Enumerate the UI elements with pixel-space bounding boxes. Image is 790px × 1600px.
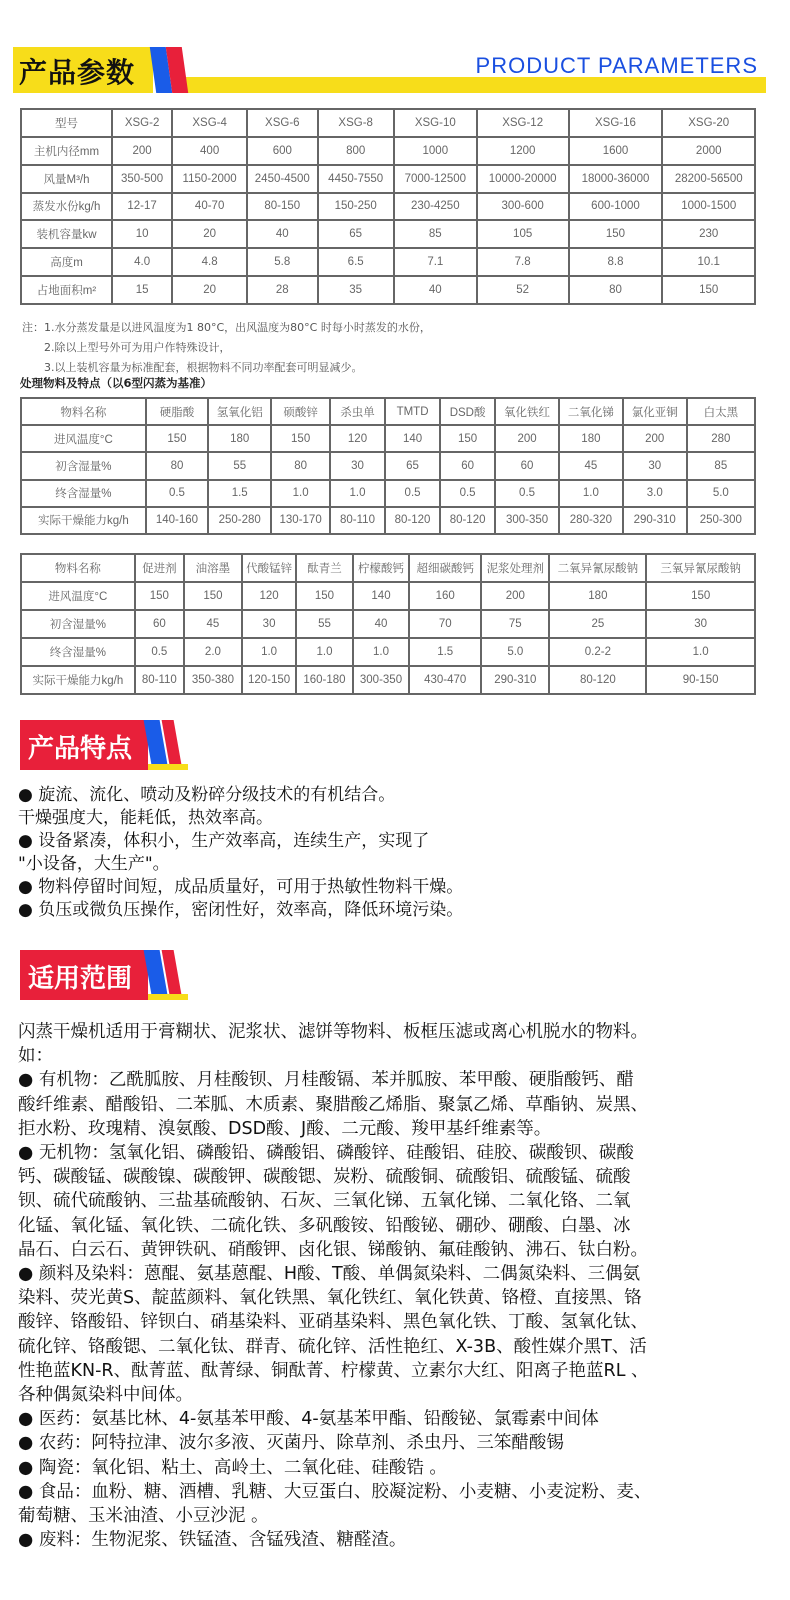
table-cell: 280	[687, 425, 755, 452]
table-cell: 60	[440, 452, 495, 479]
table-row	[21, 610, 755, 638]
note-line: 3.以上装机容量为标准配套，根据物料不同功率配套可明显减少。	[44, 361, 363, 374]
table-cell: 70	[409, 610, 481, 638]
table-cell: 进风温度°C	[21, 582, 135, 610]
table-cell: 1.0	[353, 638, 410, 666]
table-header-row	[21, 109, 755, 137]
features-title: 产品特点	[28, 734, 133, 764]
section-subtitle: PRODUCT PARAMETERS	[475, 53, 758, 78]
text-line: 染料、荧光黄S、靛蓝颜料、氧化铁黑、氧化铁红、氧化铁黄、铬橙、直接黑、铬	[18, 1288, 642, 1309]
text-line: 钡、硫代硫酸钠、三盐基硫酸钠、石灰、三氧化锑、五氧化锑、二氧化铬、二氧	[18, 1191, 631, 1212]
table-cell: 25	[549, 610, 646, 638]
table-cell: 150	[146, 425, 208, 452]
text-line: ● 物料停留时间短，成品质量好，可用于热敏性物料干燥。	[18, 877, 464, 897]
table-cell: 600-1000	[569, 193, 663, 221]
table-cell: 85	[394, 220, 477, 248]
table-cell: 进风温度°C	[21, 425, 146, 452]
table-cell: 6.5	[318, 248, 394, 276]
table-cell: 硕酸锌	[271, 398, 330, 425]
table-cell: 150	[271, 425, 330, 452]
table-cell: 4.8	[172, 248, 247, 276]
table-cell: 180	[549, 582, 646, 610]
table-cell: 油溶墨	[184, 554, 242, 582]
text-line: ● 颜料及染料：蒽醌、氨基蒽醌、H酸、T酸、单偶氮染料、二偶氮染料、三偶氨	[18, 1264, 641, 1285]
table-cell: 140	[385, 425, 440, 452]
spec-table	[20, 108, 756, 305]
table-cell: 40	[353, 610, 410, 638]
table-cell: 300-350	[353, 666, 410, 694]
text-line: ● 食品：血粉、糖、酒槽、乳糖、大豆蛋白、胶凝淀粉、小麦糖、小麦淀粉、麦、	[18, 1481, 652, 1502]
text-line: 葡萄糖、玉米油渣、小豆沙泥 。	[18, 1506, 269, 1527]
table-row	[21, 507, 755, 534]
note-line: 注：1.水分蒸发量是以进风温度为1 80°C，出风温度为80°C 时每小时蒸发的水份，	[22, 321, 431, 334]
banner-yellow-line	[183, 77, 766, 93]
table-cell: 80-110	[135, 666, 184, 694]
table-cell: 4.0	[112, 248, 172, 276]
table-cell: 800	[318, 137, 394, 165]
table-cell: 52	[477, 276, 569, 304]
table-cell: 80-150	[247, 193, 317, 221]
table-cell: 1000	[394, 137, 477, 165]
table-row	[21, 480, 755, 507]
text-line: 酸纤维素、醋酸铅、二苯胍、木质素、聚腊酸乙烯脂、聚氯乙烯、草酯钠、炭黑、	[18, 1094, 648, 1115]
table-row	[21, 638, 755, 666]
table-cell: 30	[623, 452, 687, 479]
table-cell: 28	[247, 276, 317, 304]
table-cell: 物料名称	[21, 554, 135, 582]
table-cell: 杀虫单	[330, 398, 385, 425]
table-cell: 12-17	[112, 193, 172, 221]
table-row	[21, 276, 755, 304]
table-cell: 120	[242, 582, 296, 610]
table-cell: XSG-16	[569, 109, 663, 137]
table-cell: 600	[247, 137, 317, 165]
table-cell: 180	[208, 425, 271, 452]
table-cell: 90-150	[646, 666, 755, 694]
table-cell: 10.1	[662, 248, 755, 276]
table-cell: 1.0	[559, 480, 623, 507]
table-cell: 80	[569, 276, 663, 304]
text-line: ● 负压或微负压操作，密闭性好，效率高，降低环境污染。	[18, 900, 464, 920]
table-cell: 55	[208, 452, 271, 479]
table-cell: 蒸发水份kg/h	[21, 193, 112, 221]
table-cell: 40	[394, 276, 477, 304]
table-cell: 0.2-2	[549, 638, 646, 666]
table-cell: 0.5	[146, 480, 208, 507]
table-cell: 初含湿量%	[21, 452, 146, 479]
text-line: ● 废料：生物泥浆、铁锰渣、含锰残渣、糖醛渣。	[18, 1530, 407, 1551]
table-cell: 45	[184, 610, 242, 638]
table-cell: 5.8	[247, 248, 317, 276]
table-cell: 酞青兰	[296, 554, 353, 582]
table-cell: 代酸锰锌	[242, 554, 296, 582]
table-cell: 泥浆处理剂	[481, 554, 549, 582]
table-cell: 7.8	[477, 248, 569, 276]
text-line: 干燥强度大，能耗低，热效率高。	[18, 808, 273, 828]
table-cell: 230-4250	[394, 193, 477, 221]
table-cell: 290-310	[481, 666, 549, 694]
text-line: ● 陶瓷：氧化铝、粘土、高岭土、二氧化硅、硅酸锆 。	[18, 1457, 447, 1478]
table-cell: 1.0	[271, 480, 330, 507]
table-cell: 型号	[21, 109, 112, 137]
header-yellow-line	[148, 994, 188, 1000]
table-cell: 85	[687, 452, 755, 479]
table-cell: DSD酸	[440, 398, 495, 425]
table-cell: 氯化亚铜	[623, 398, 687, 425]
text-line: 硫化锌、铬酸锶、二氧化钛、群青、硫化锌、活性艳红、X-3B、酸性媒介黑T、活	[18, 1336, 647, 1357]
table-cell: 430-470	[409, 666, 481, 694]
table-row	[21, 666, 755, 694]
table-cell: 105	[477, 220, 569, 248]
table-cell: 1.0	[296, 638, 353, 666]
text-line: ● 设备紧凑，体积小，生产效率高，连续生产，实现了	[18, 831, 430, 851]
table-cell: 30	[242, 610, 296, 638]
table-cell: 3.0	[623, 480, 687, 507]
table-cell: 1.5	[409, 638, 481, 666]
table-cell: 实际干燥能力kg/h	[21, 666, 135, 694]
table-cell: 350-380	[184, 666, 242, 694]
text-line: 各种偶氮染料中间体。	[18, 1385, 193, 1406]
scope-text	[18, 1020, 780, 1552]
table-cell: 40	[247, 220, 317, 248]
table-cell: 80-120	[549, 666, 646, 694]
text-line: 化锰、氧化锰、氧化铁、二硫化铁、多矾酸铵、铅酸铋、硼砂、硼酸、白墨、冰	[18, 1215, 631, 1236]
table-cell: 150	[662, 276, 755, 304]
table-cell: 1150-2000	[172, 165, 247, 193]
table-cell: 白太黑	[687, 398, 755, 425]
table-cell: 150	[646, 582, 755, 610]
table-cell: 35	[318, 276, 394, 304]
materials-title: 处理物料及特点（以6型闪蒸为基准）	[20, 376, 212, 390]
table-cell: XSG-4	[172, 109, 247, 137]
table-cell: XSG-8	[318, 109, 394, 137]
table-cell: 7.1	[394, 248, 477, 276]
table-cell: 150	[184, 582, 242, 610]
product-parameters-banner	[13, 47, 766, 93]
table-cell: 30	[330, 452, 385, 479]
table-cell: 250-300	[687, 507, 755, 534]
table-cell: XSG-6	[247, 109, 317, 137]
table-cell: 300-600	[477, 193, 569, 221]
table-cell: 二氧异氰尿酸钠	[549, 554, 646, 582]
table-header-row	[21, 554, 755, 582]
text-line: 性艳蓝KN-R、酞菁蓝、酞菁绿、铜酞菁、柠檬黄、立素尔大红、阳离子艳蓝RL 、	[18, 1360, 649, 1381]
table-cell: 120-150	[242, 666, 296, 694]
material-table-1	[20, 397, 756, 535]
table-cell: 75	[481, 610, 549, 638]
table-cell: 45	[559, 452, 623, 479]
table-cell: 高度m	[21, 248, 112, 276]
table-cell: XSG-20	[662, 109, 755, 137]
table-cell: 2000	[662, 137, 755, 165]
table-cell: 三氧异氰尿酸钠	[646, 554, 755, 582]
text-line: ● 旋流、流化、喷动及粉碎分级技术的有机结合。	[18, 785, 396, 805]
table-cell: 80	[271, 452, 330, 479]
table-cell: 硬脂酸	[146, 398, 208, 425]
table-cell: 终含湿量%	[21, 638, 135, 666]
table-cell: 200	[112, 137, 172, 165]
table-cell: 150	[296, 582, 353, 610]
table-cell: 1.0	[242, 638, 296, 666]
text-line: "小设备，大生产"。	[18, 854, 170, 874]
table-cell: 140-160	[146, 507, 208, 534]
material-table-2	[20, 553, 756, 695]
table-cell: 160-180	[296, 666, 353, 694]
table-cell: 物料名称	[21, 398, 146, 425]
table-cell: 30	[646, 610, 755, 638]
table-cell: 1200	[477, 137, 569, 165]
table-cell: 200	[481, 582, 549, 610]
note-line: 2.除以上型号外可为用户作特殊设计，	[44, 341, 231, 354]
text-line: ● 农药：阿特拉津、波尔多液、灭菌丹、除草剂、杀虫丹、三笨醋酸锡	[18, 1433, 564, 1454]
table-cell: 15	[112, 276, 172, 304]
text-line: 拒水粉、玫瑰精、溴氨酸、DSD酸、J酸、二元酸、羧甲基纤维素等。	[18, 1118, 552, 1139]
table-cell: 140	[353, 582, 410, 610]
text-line: ● 医药：氨基比林、4-氨基苯甲酸、4-氨基苯甲酯、铅酸铋、氯霉素中间体	[18, 1409, 599, 1430]
table-cell: 160	[409, 582, 481, 610]
table-cell: 60	[135, 610, 184, 638]
table-cell: 55	[296, 610, 353, 638]
table-cell: 65	[385, 452, 440, 479]
table-cell: 200	[495, 425, 559, 452]
table-cell: 5.0	[687, 480, 755, 507]
table-cell: 促进剂	[135, 554, 184, 582]
scope-header	[20, 950, 190, 1000]
table-row	[21, 220, 755, 248]
table-cell: 实际干燥能力kg/h	[21, 507, 146, 534]
text-line: ● 有机物：乙酰胍胺、月桂酸钡、月桂酸镉、苯并胍胺、苯甲酸、硬脂酸钙、醋	[18, 1070, 634, 1091]
table-cell: 1000-1500	[662, 193, 755, 221]
table-cell: 40-70	[172, 193, 247, 221]
table-cell: 1.0	[330, 480, 385, 507]
table-row	[21, 582, 755, 610]
table-cell: 120	[330, 425, 385, 452]
table-cell: 80	[146, 452, 208, 479]
table-cell: 400	[172, 137, 247, 165]
table-cell: 10	[112, 220, 172, 248]
table-row	[21, 425, 755, 452]
table-cell: 180	[559, 425, 623, 452]
table-cell: 0.5	[440, 480, 495, 507]
table-cell: 主机内径mm	[21, 137, 112, 165]
table-cell: 150	[440, 425, 495, 452]
table-cell: XSG-12	[477, 109, 569, 137]
table-cell: 超细碳酸钙	[409, 554, 481, 582]
features-list	[18, 784, 778, 922]
table-cell: 300-350	[495, 507, 559, 534]
table-cell: 风量M³/h	[21, 165, 112, 193]
table-cell: 60	[495, 452, 559, 479]
table-row	[21, 248, 755, 276]
text-line: 酸锌、铬酸铅、锌钡白、硝基染料、亚硝基染料、黑色氧化铁、丁酸、氢氧化钛、	[18, 1312, 648, 1333]
table-cell: 5.0	[481, 638, 549, 666]
table-cell: 2.0	[184, 638, 242, 666]
text-line: 钙、碳酸锰、碳酸镍、碳酸钾、碳酸锶、炭粉、硫酸铜、硫酸铝、硫酸锰、硫酸	[18, 1167, 631, 1188]
table-cell: 初含湿量%	[21, 610, 135, 638]
table-cell: 氢氧化铝	[208, 398, 271, 425]
table-cell: 柠檬酸钙	[353, 554, 410, 582]
table-cell: 2450-4500	[247, 165, 317, 193]
table-cell: TMTD	[385, 398, 440, 425]
table-cell: 0.5	[495, 480, 559, 507]
notes	[22, 318, 431, 378]
table-cell: 250-280	[208, 507, 271, 534]
table-cell: 20	[172, 276, 247, 304]
table-cell: 150	[569, 220, 663, 248]
text-line: 闪蒸干燥机适用于膏糊状、泥浆状、滤饼等物料、板框压滤或离心机脱水的物料。	[18, 1022, 648, 1042]
table-cell: 350-500	[112, 165, 172, 193]
table-header-row	[21, 398, 755, 425]
table-cell: 占地面积m²	[21, 276, 112, 304]
table-cell: 0.5	[385, 480, 440, 507]
table-cell: 4450-7550	[318, 165, 394, 193]
table-cell: 8.8	[569, 248, 663, 276]
table-cell: 65	[318, 220, 394, 248]
table-cell: 280-320	[559, 507, 623, 534]
text-line: 如：	[18, 1046, 53, 1067]
table-cell: 80-120	[440, 507, 495, 534]
table-cell: 氧化铁红	[495, 398, 559, 425]
text-line: 晶石、白云石、黄钾铁矾、硝酸钾、卤化银、锑酸钠、氟硅酸钠、沸石、钛白粉。	[18, 1239, 648, 1260]
features-header	[20, 720, 190, 770]
table-cell: 80-110	[330, 507, 385, 534]
table-cell: 20	[172, 220, 247, 248]
table-cell: 1600	[569, 137, 663, 165]
table-cell: 装机容量kw	[21, 220, 112, 248]
table-cell: 0.5	[135, 638, 184, 666]
table-cell: 130-170	[271, 507, 330, 534]
table-cell: 10000-20000	[477, 165, 569, 193]
table-cell: 150	[135, 582, 184, 610]
table-cell: 80-120	[385, 507, 440, 534]
table-cell: 1.0	[646, 638, 755, 666]
table-row	[21, 452, 755, 479]
table-cell: 18000-36000	[569, 165, 663, 193]
table-row	[21, 137, 755, 165]
table-cell: XSG-10	[394, 109, 477, 137]
table-cell: 28200-56500	[662, 165, 755, 193]
table-cell: XSG-2	[112, 109, 172, 137]
text-line: ● 无机物：氢氧化铝、磷酸铅、磷酸铝、磷酸锌、硅酸铝、硅胶、碳酸钡、碳酸	[18, 1143, 634, 1164]
table-cell: 终含湿量%	[21, 480, 146, 507]
table-row	[21, 193, 755, 221]
header-yellow-line	[148, 764, 188, 770]
table-cell: 150-250	[318, 193, 394, 221]
section-title: 产品参数	[19, 56, 136, 89]
scope-title: 适用范围	[28, 964, 133, 994]
table-row	[21, 165, 755, 193]
table-cell: 二氧化锑	[559, 398, 623, 425]
table-cell: 230	[662, 220, 755, 248]
table-cell: 7000-12500	[394, 165, 477, 193]
table-cell: 200	[623, 425, 687, 452]
table-cell: 290-310	[623, 507, 687, 534]
table-cell: 1.5	[208, 480, 271, 507]
